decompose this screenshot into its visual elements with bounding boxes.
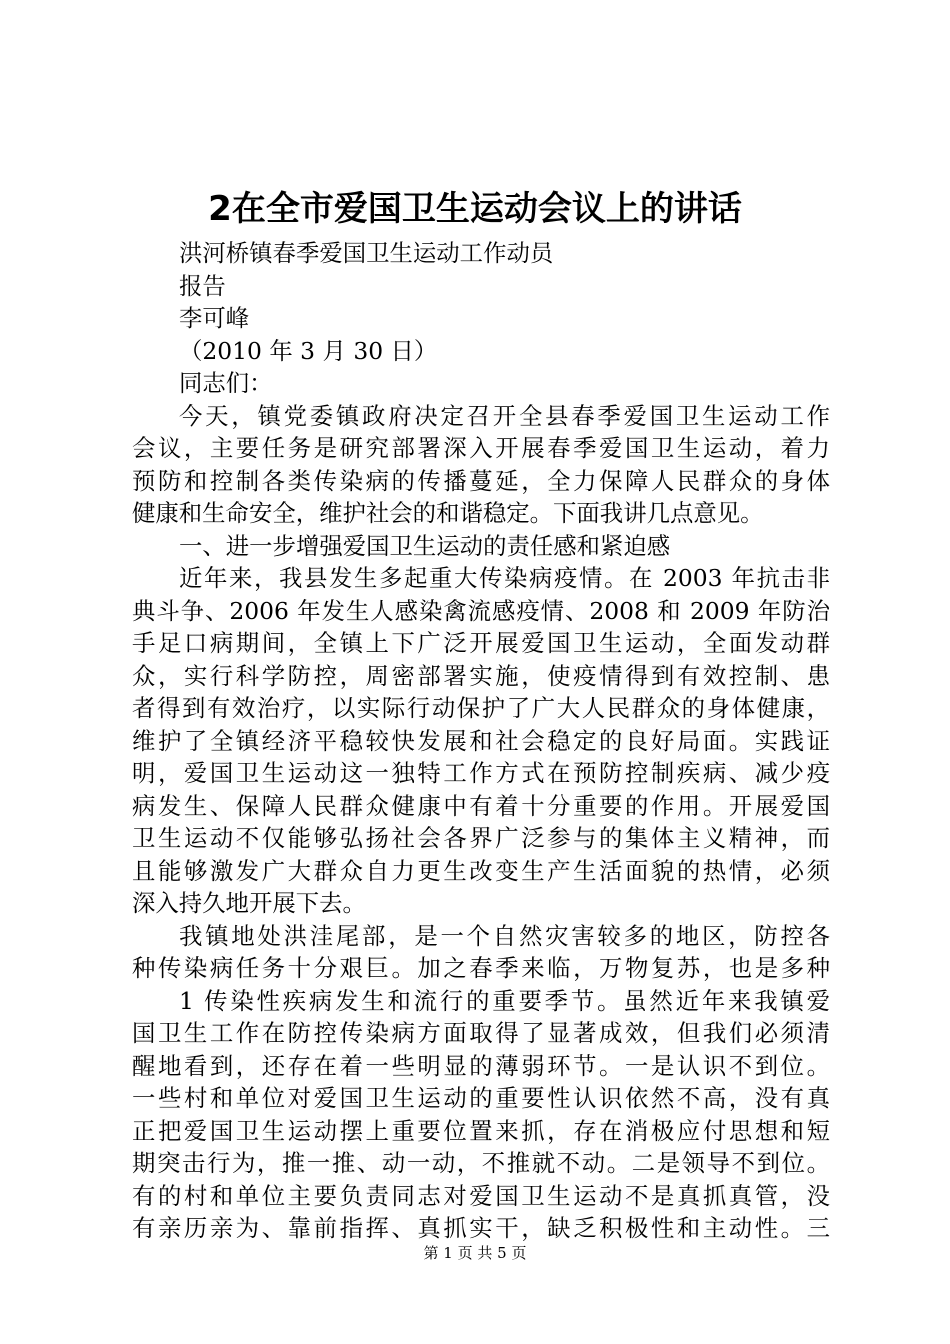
document-body xyxy=(132,237,830,1245)
text-line: 且能够激发广大群众自力更生改变生产生活面貌的热情，必须 xyxy=(132,856,830,885)
text-line: 卫生运动不仅能够弘扬社会各界广泛参与的集体主义精神，而 xyxy=(132,824,830,852)
text-line: 近年来，我县发生多起重大传染病疫情。在 2003 年抗击非 xyxy=(179,564,830,592)
text-line: （2010 年 3 月 30 日） xyxy=(179,336,438,365)
text-line: 醒地看到，还存在着一些明显的薄弱环节。一是认识不到位。 xyxy=(132,1051,830,1080)
text-line: 一些村和单位对爱国卫生运动的重要性认识依然不高，没有真 xyxy=(132,1084,830,1112)
text-line: 维护了全镇经济平稳较快发展和社会稳定的良好局面。实践证 xyxy=(132,726,830,755)
text-line: 李可峰 xyxy=(179,304,250,332)
text-line: 健康和生命安全，维护社会的和谐稳定。下面我讲几点意见。 xyxy=(132,499,764,527)
text-line: 众，实行科学防控，周密部署实施，使疫情得到有效控制、患 xyxy=(132,661,830,690)
text-line: 者得到有效治疗，以实际行动保护了广大人民群众的身体健康， xyxy=(132,694,830,722)
text-line: 一、进一步增强爱国卫生运动的责任感和紧迫感 xyxy=(179,531,671,560)
text-line: 期突击行为，推一推、动一动，不推就不动。二是领导不到位。 xyxy=(132,1149,830,1177)
text-line: 我镇地处洪洼尾部，是一个自然灾害较多的地区，防控各 xyxy=(179,921,830,950)
document-title: 2在全市爱国卫生运动会议上的讲话 xyxy=(208,189,742,229)
text-line: 深入持久地开展下去。 xyxy=(132,889,366,917)
text-line: 有的村和单位主要负责同志对爱国卫生运动不是真抓真管，没 xyxy=(132,1181,830,1210)
text-line: 种传染病任务十分艰巨。加之春季来临，万物复苏，也是多种 xyxy=(132,954,830,982)
text-line: 会议，主要任务是研究部署深入开展春季爱国卫生运动，着力 xyxy=(132,434,830,462)
text-line: 报告 xyxy=(179,271,226,300)
text-line: 同志们： xyxy=(179,369,273,397)
text-line: 明，爱国卫生运动这一独特工作方式在预防控制疾病、减少疫 xyxy=(132,759,830,787)
text-line: 手足口病期间，全镇上下广泛开展爱国卫生运动，全面发动群 xyxy=(132,629,830,657)
text-line: 预防和控制各类传染病的传播蔓延，全力保障人民群众的身体 xyxy=(132,466,830,495)
page-footer: 第 1 页 共 5 页 xyxy=(423,1244,527,1262)
text-line: 正把爱国卫生运动摆上重要位置来抓，存在消极应付思想和短 xyxy=(132,1116,830,1145)
text-line: 有亲历亲为、靠前指挥、真抓实干，缺乏积极性和主动性。三 xyxy=(132,1214,830,1242)
text-line: 国卫生工作在防控传染病方面取得了显著成效，但我们必须清 xyxy=(132,1019,830,1047)
text-line: 病发生、保障人民群众健康中有着十分重要的作用。开展爱国 xyxy=(132,791,830,820)
text-line: 洪河桥镇春季爱国卫生运动工作动员 xyxy=(179,239,554,267)
text-line: 今天，镇党委镇政府决定召开全县春季爱国卫生运动工作 xyxy=(179,401,830,430)
text-line: 典斗争、2006 年发生人感染禽流感疫情、2008 和 2009 年防治 xyxy=(132,596,830,625)
text-line: 1 传染性疾病发生和流行的重要季节。虽然近年来我镇爱 xyxy=(179,986,830,1015)
